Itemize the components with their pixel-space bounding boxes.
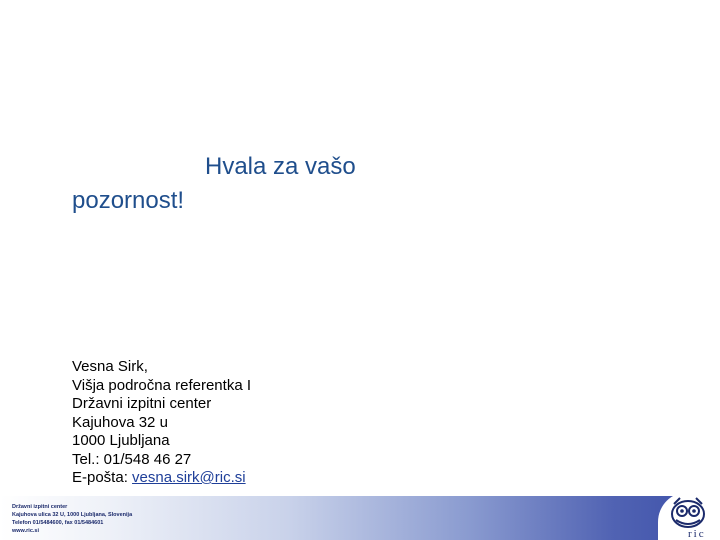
footer-line-4: www.ric.si	[12, 528, 40, 534]
contact-organization: Državni izpitni center	[72, 395, 212, 412]
contact-city: 1000 Ljubljana	[72, 432, 170, 449]
logo-text: ric	[688, 528, 706, 540]
ric-logo	[658, 492, 720, 540]
title-line-2: pozornost!	[72, 187, 185, 214]
contact-position: Višja področna referentka I	[72, 376, 251, 394]
footer-address	[12, 503, 132, 535]
contact-phone: Tel.: 01/548 46 27	[72, 450, 192, 468]
contact-block	[72, 358, 251, 488]
owl-logo-icon	[666, 496, 710, 530]
footer-line-3: Telefon 01/5484600, fax 01/5484601	[12, 520, 104, 526]
contact-email-row	[72, 469, 251, 488]
title-line-1: Hvala za vašo	[205, 153, 356, 180]
footer-line-2: Kajuhova ulica 32 U, 1000 Ljubljana, Slovenija	[12, 512, 133, 518]
contact-street: Kajuhova 32 u	[72, 413, 168, 431]
email-link[interactable]: vesna.sirk@ric.si	[132, 469, 246, 486]
email-label: E-pošta:	[72, 469, 133, 486]
slide-title	[72, 150, 432, 218]
contact-name: Vesna Sirk,	[72, 358, 148, 375]
footer-line-1: Državni izpitni center	[12, 504, 68, 510]
